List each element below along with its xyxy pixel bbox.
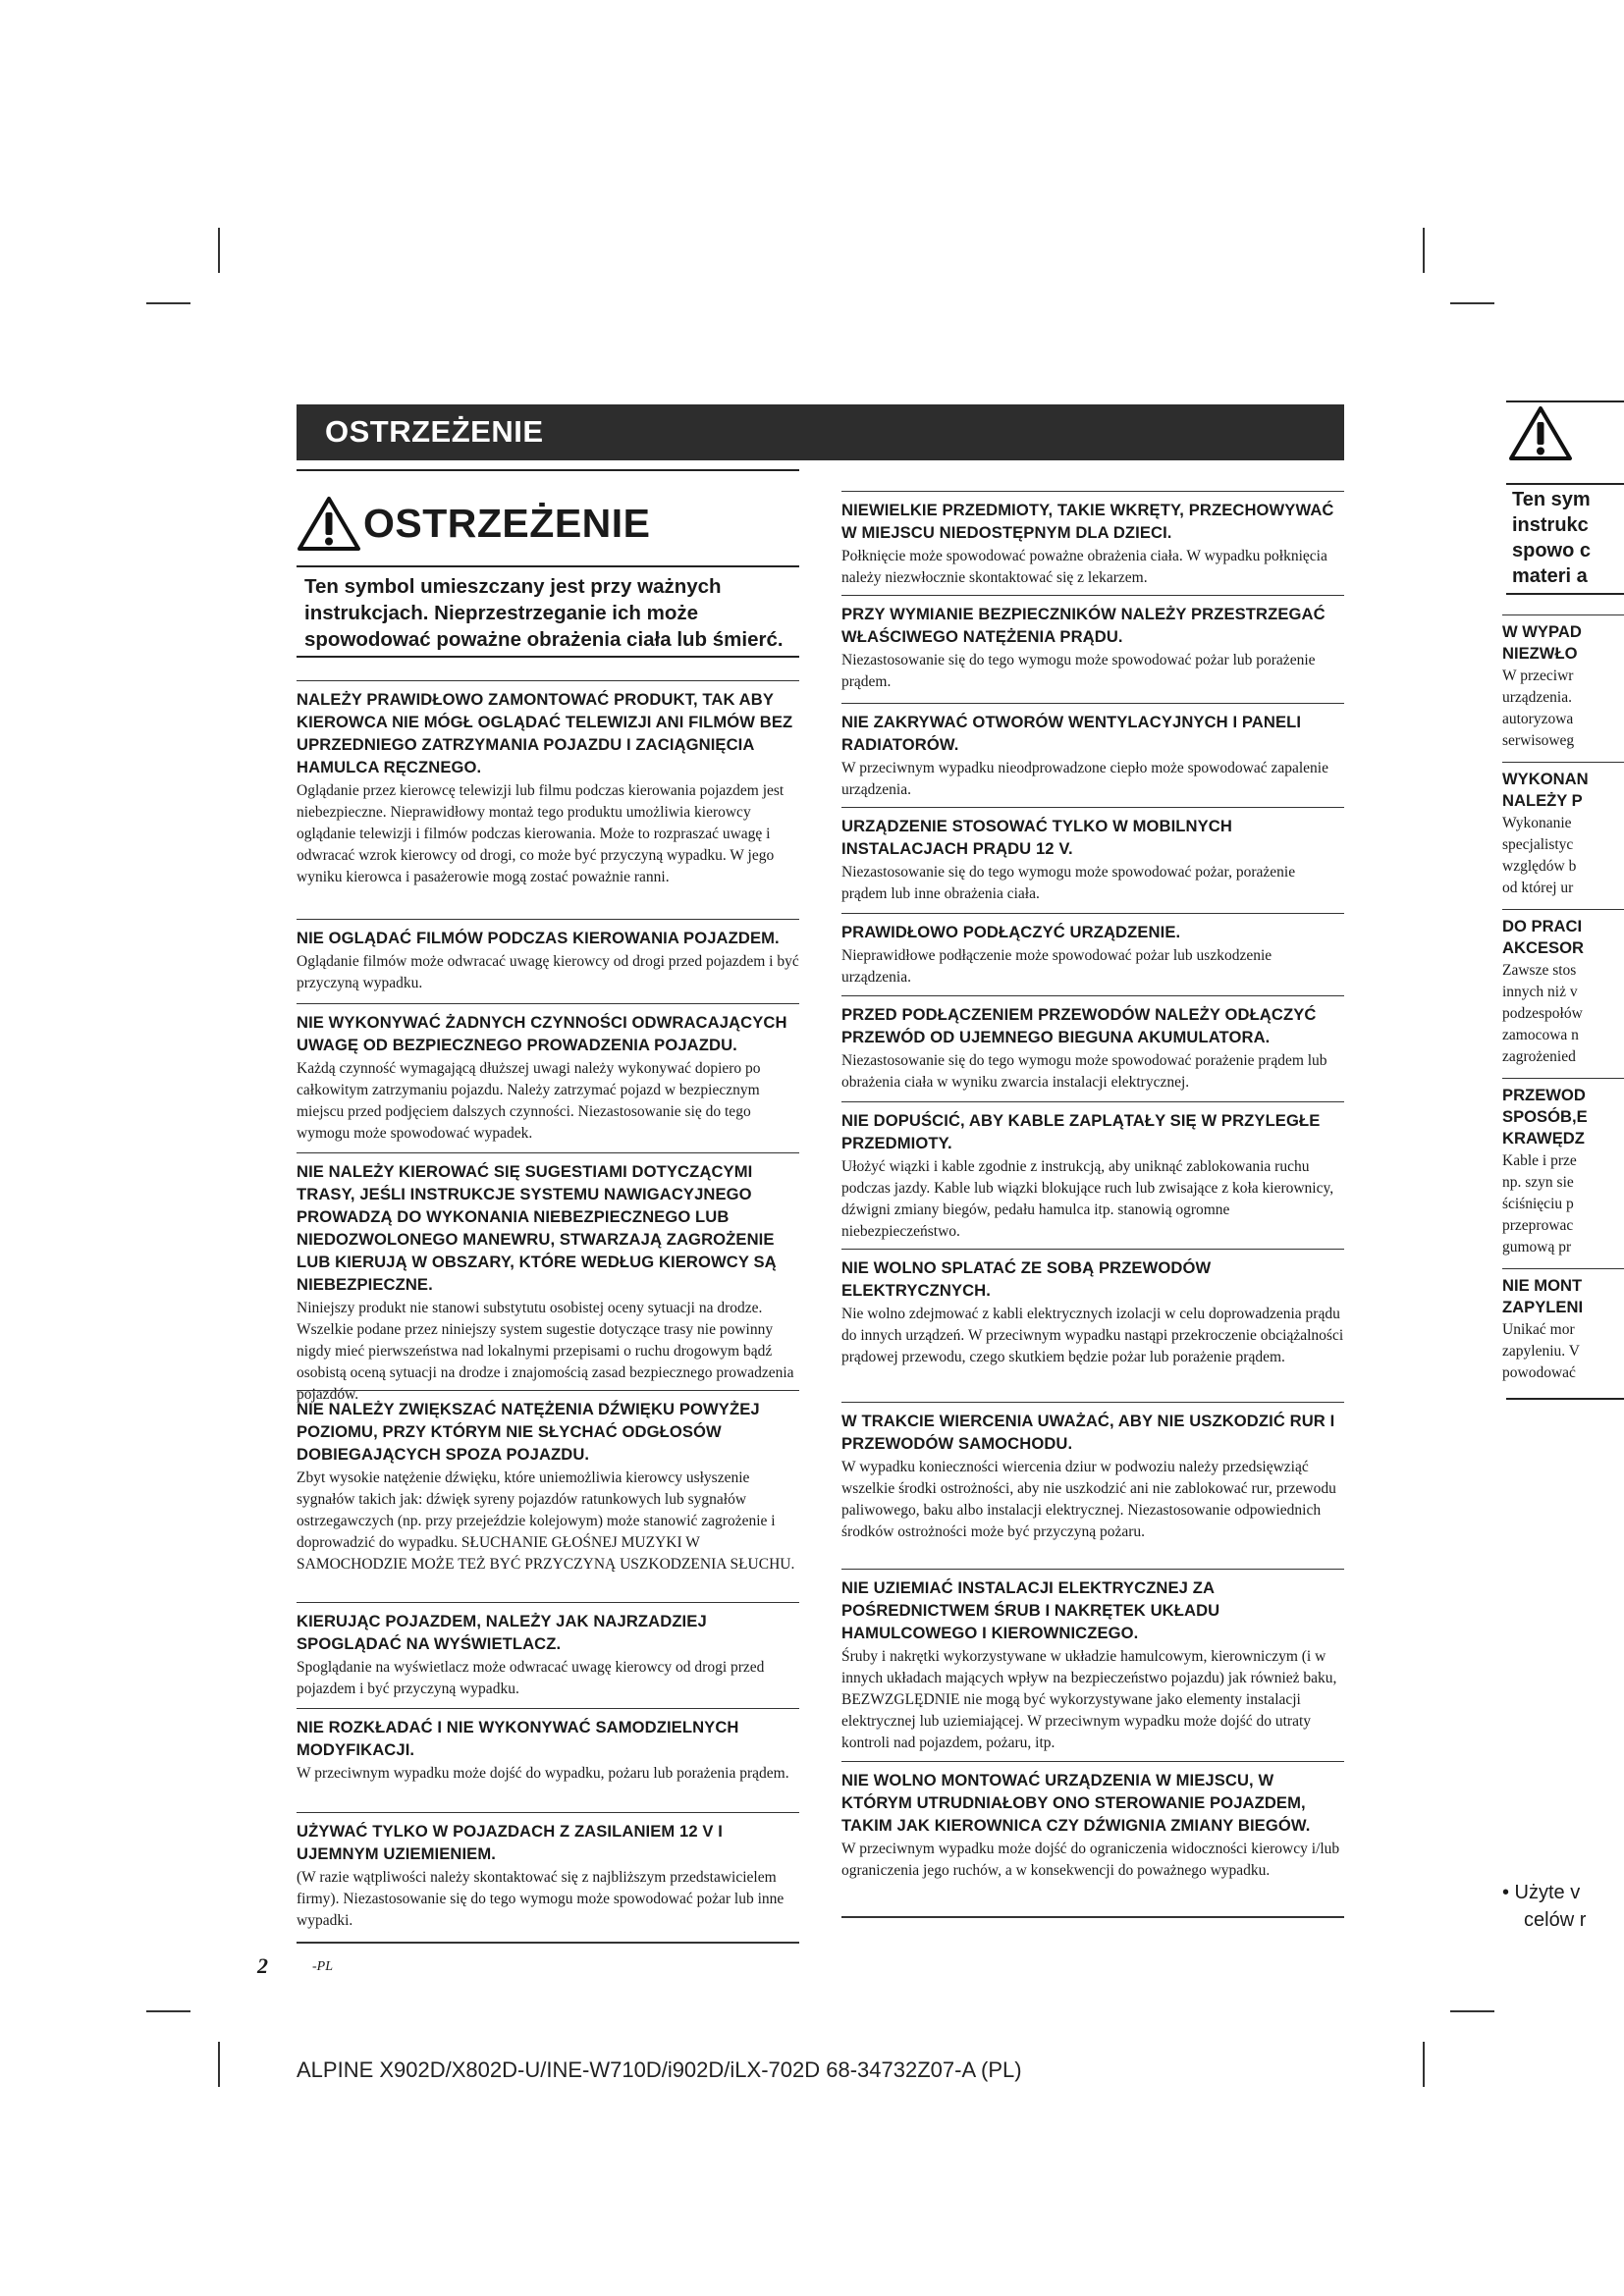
- bleed-body: względów b: [1502, 858, 1577, 875]
- bleed-separator: [1506, 483, 1624, 485]
- bleed-body: Unikać mor: [1502, 1321, 1575, 1338]
- bleed-title: W WYPAD: [1502, 622, 1582, 641]
- crop-mark-br-h: [1450, 2010, 1494, 2012]
- bleed-body: Kable i prze: [1502, 1152, 1577, 1169]
- item-body: Śruby i nakrętki wykorzystywane w układzie hamulcowym, kierowniczym (i w innych układach mających wpływ na bezpieczeństwo pojazdu) jak również baku, BEZWZGLĘDNIE nie mogą być wykorzystywane jako elementy instalacji elektrycznej lub uziemiającej. W przeciwnym wypadku może dojść do utraty kontroli nad pojazdem, pożaru, itp.: [841, 1648, 1337, 1751]
- warning-box-top-rule: [297, 469, 799, 471]
- bleed-title: WYKONAN: [1502, 770, 1589, 788]
- warning-item: [297, 1003, 799, 1145]
- item-title: NIE OGLĄDAĆ FILMÓW PODCZAS KIEROWANIA POJAZDEM.: [297, 929, 780, 947]
- warning-item: [841, 703, 1344, 801]
- warning-item: [297, 1708, 799, 1785]
- item-rule: [841, 1402, 1344, 1403]
- item-title: W TRAKCIE WIERCENIA UWAŻAĆ, ABY NIE USZKODZIĆ RUR I PRZEWODÓW SAMOCHODU.: [841, 1412, 1335, 1453]
- item-rule: [841, 491, 1344, 492]
- bleed-title: SPOSÓB,E: [1502, 1107, 1588, 1126]
- item-rule: [297, 680, 799, 681]
- bleed-rule: [1502, 614, 1624, 615]
- warning-item: [297, 1602, 799, 1700]
- item-rule: [841, 1569, 1344, 1570]
- item-rule: [297, 1602, 799, 1603]
- bleed-title: NIEZWŁO: [1502, 644, 1578, 663]
- item-rule: [841, 807, 1344, 808]
- item-title: NALEŻY PRAWIDŁOWO ZAMONTOWAĆ PRODUKT, TAK ABY KIEROWCA NIE MÓGŁ OGLĄDAĆ TELEWIZJI ANI FILMÓW BEZ UPRZEDNIEGO ZATRZYMANIA POJAZDU I ZACIĄGNIĘCIA HAMULCA RĘCZNEGO.: [297, 690, 793, 776]
- item-title: NIE WOLNO MONTOWAĆ URZĄDZENIA W MIEJSCU, W KTÓRYM UTRUDNIAŁOBY ONO STEROWANIE POJAZDEM, TAKIM JAK KIEROWNICA CZY DŹWIGNIA ZMIANY BIEGÓW.: [841, 1771, 1311, 1835]
- bleed-box-line: materi a: [1512, 565, 1588, 587]
- bleed-title: PRZEWOD: [1502, 1086, 1586, 1104]
- bleed-top-rule: [1506, 400, 1624, 402]
- item-body: (W razie wątpliwości należy skontaktować się z najbliższym przedstawicielem firmy). Niezastosowanie się do tego wymogu może spowodować pożar lub inne wypadki.: [297, 1869, 785, 1929]
- item-rule: [297, 1708, 799, 1709]
- warning-box-bottom-rule: [297, 656, 799, 658]
- section-banner: [297, 404, 1344, 460]
- bleed-rule: [1502, 909, 1624, 910]
- bleed-body: ściśnięciu p: [1502, 1196, 1574, 1212]
- item-rule: [297, 1390, 799, 1391]
- crop-mark-bl-h: [146, 2010, 190, 2012]
- bleed-box-line: instrukc: [1512, 514, 1589, 536]
- item-body: W wypadku konieczności wiercenia dziur w podwoziu należy przedsięwziąć wszelkie środki ostrożności, aby nie uszkodzić ani nie zablokować rur, przewodu paliwowego, baku albo instalacji elektrycznej. Niezastosowanie odpowiednich środków ostrożności może być przyczyną pożaru.: [841, 1459, 1336, 1540]
- item-rule: [841, 595, 1344, 596]
- bleed-rule: [1502, 1078, 1624, 1079]
- item-rule: [841, 1249, 1344, 1250]
- warning-box-heading: OSTRZEŻENIE: [363, 500, 651, 546]
- page-number: 2: [257, 1953, 268, 1978]
- bleed-title: ZAPYLENI: [1502, 1298, 1584, 1316]
- bleed-body: przeprowac: [1502, 1217, 1574, 1234]
- item-body: Połknięcie może spowodować poważne obrażenia ciała. W wypadku połknięcia należy niezwłocznie skontaktować się z lekarzem.: [841, 548, 1327, 586]
- item-body: Każdą czynność wymagającą dłuższej uwagi należy wykonywać dopiero po całkowitym zatrzymaniu pojazdu. Należy zatrzymać pojazd w bezpiecznym miejscu przed podjęciem dalszych czynności. Niezastosowanie się do tego wymogu może spowodować wypadek.: [297, 1060, 761, 1142]
- warning-item: [297, 680, 799, 888]
- bleed-end-rule: [1506, 1398, 1624, 1400]
- item-title: NIEWIELKIE PRZEDMIOTY, TAKIE WKRĘTY, PRZECHOWYWAĆ W MIEJSCU NIEDOSTĘPNYM DLA DZIECI.: [841, 501, 1334, 542]
- item-title: NIE DOPUŚCIĆ, ABY KABLE ZAPLĄTAŁY SIĘ W PRZYLEGŁE PRZEDMIOTY.: [841, 1111, 1321, 1152]
- item-body: Niezastosowanie się do tego wymogu może spowodować pożar lub porażenie prądem.: [841, 652, 1316, 690]
- item-title: NIE NALEŻY KIEROWAĆ SIĘ SUGESTIAMI DOTYCZĄCYMI TRASY, JEŚLI INSTRUKCJE SYSTEMU NAWIGACYJNEGO PROWADZĄ DO WYKONANIA NIEBEZPIECZNEGO LUB NIEDOZWOLONEGO MANEWRU, STWARZAJĄ ZAGROŻENIE LUB KIERUJĄ W OBSZARY, KTÓRE WEDŁUG KIEROWCY SĄ NIEBEZPIECZNE.: [297, 1162, 777, 1294]
- crop-mark-tr-v: [1423, 228, 1425, 273]
- bleed-title: DO PRACI: [1502, 917, 1583, 935]
- bleed-body: od której ur: [1502, 880, 1574, 896]
- warning-item: [841, 913, 1344, 988]
- item-title: NIE UZIEMIAĆ INSTALACJI ELEKTRYCZNEJ ZA POŚREDNICTWEM ŚRUB I NAKRĘTEK UKŁADU HAMULCOWEGO I KIEROWNICZEGO.: [841, 1578, 1220, 1642]
- item-body: W przeciwnym wypadku może dojść do ograniczenia widoczności kierowcy i/lub ograniczenia jego ruchów, a w konsekwencji do poważnego wypadku.: [841, 1841, 1340, 1879]
- bleed-body: gumową pr: [1502, 1239, 1572, 1255]
- bleed-box-line: Ten sym: [1512, 489, 1591, 510]
- warning-item: [297, 1152, 799, 1406]
- bleed-title: KRAWĘDZ: [1502, 1129, 1585, 1148]
- bleed-title: AKCESOR: [1502, 938, 1584, 957]
- item-body: Nie wolno zdejmować z kabli elektrycznych izolacji w celu doprowadzenia prądu do innych urządzeń. W przeciwnym wypadku nastąpi przekroczenie obciążalności prądowej przewodu, czego skutkiem będzie pożar lub porażenie prądem.: [841, 1306, 1344, 1365]
- crop-mark-tl-v: [218, 228, 220, 273]
- bleed-bullet: • Użyte v: [1502, 1882, 1581, 1903]
- item-rule: [841, 913, 1344, 914]
- warning-triangle-icon: [297, 495, 361, 552]
- bleed-body: zapyleniu. V: [1502, 1343, 1580, 1360]
- warning-item: [841, 1402, 1344, 1543]
- bleed-box-line: spowo c: [1512, 540, 1592, 561]
- bleed-bottom-rule: [1506, 593, 1624, 595]
- item-body: Niezastosowanie się do tego wymogu może spowodować porażenie prądem lub obrażenia ciała w wyniku zwarcia instalacji elektrycznej.: [841, 1052, 1327, 1091]
- item-title: PRZED PODŁĄCZENIEM PRZEWODÓW NALEŻY ODŁĄCZYĆ PRZEWÓD OD UJEMNEGO BIEGUNA AKUMULATORA.: [841, 1005, 1317, 1046]
- bleed-body: Wykonanie: [1502, 815, 1572, 831]
- page-language-suffix: -PL: [312, 1959, 333, 1974]
- bleed-body: innych niż v: [1502, 984, 1578, 1000]
- column-end-rule: [841, 1916, 1344, 1918]
- warning-item: [841, 491, 1344, 589]
- item-title: NIE ZAKRYWAĆ OTWORÓW WENTYLACYJNYCH I PANELI RADIATORÓW.: [841, 713, 1302, 754]
- item-body: Ułożyć wiązki i kable zgodnie z instrukcją, aby uniknąć zablokowania ruchu podczas jazdy. Kable lub wiązki blokujące ruch lub zwisające z koła kierownicy, dźwigni zmiany biegów, pedału hamulca itp. stanowią ogromne niebezpieczeństwo.: [841, 1158, 1334, 1240]
- item-title: PRAWIDŁOWO PODŁĄCZYĆ URZĄDZENIE.: [841, 923, 1181, 941]
- warning-item: [841, 1249, 1344, 1368]
- item-title: NIE WYKONYWAĆ ŻADNYCH CZYNNOŚCI ODWRACAJĄCYCH UWAGĘ OD BEZPIECZNEGO PROWADZENIA POJAZDU.: [297, 1013, 787, 1054]
- item-title: NIE ROZKŁADAĆ I NIE WYKONYWAĆ SAMODZIELNYCH MODYFIKACJI.: [297, 1718, 739, 1759]
- warning-box: [297, 469, 799, 658]
- item-body: Nieprawidłowe podłączenie może spowodować pożar lub uszkodzenie urządzenia.: [841, 947, 1272, 986]
- bleed-body: powodować: [1502, 1364, 1576, 1381]
- item-title: KIERUJĄC POJAZDEM, NALEŻY JAK NAJRZADZIEJ SPOGLĄDAĆ NA WYŚWIETLACZ.: [297, 1612, 707, 1653]
- item-rule: [297, 1812, 799, 1813]
- item-title: PRZY WYMIANIE BEZPIECZNIKÓW NALEŻY PRZESTRZEGAĆ WŁAŚCIWEGO NATĘŻENIA PRĄDU.: [841, 605, 1326, 646]
- warning-item: [841, 595, 1344, 693]
- warning-box-description: Ten symbol umieszczany jest przy ważnych instrukcjach. Nieprzestrzeganie ich może spowodować poważne obrażenia ciała lub śmierć.: [304, 575, 784, 651]
- banner-title: OSTRZEŻENIE: [325, 414, 544, 449]
- item-rule: [841, 1101, 1344, 1102]
- crop-mark-tr-h: [1450, 302, 1494, 304]
- bleed-body: podzespołów: [1502, 1005, 1583, 1022]
- item-rule: [297, 1003, 799, 1004]
- item-title: URZĄDZENIE STOSOWAĆ TYLKO W MOBILNYCH INSTALACJACH PRĄDU 12 V.: [841, 817, 1232, 858]
- bleed-body: autoryzowa: [1502, 711, 1574, 727]
- item-rule: [841, 1761, 1344, 1762]
- item-title: NIE WOLNO SPLATAĆ ZE SOBĄ PRZEWODÓW ELEKTRYCZNYCH.: [841, 1258, 1212, 1300]
- item-rule: [841, 703, 1344, 704]
- item-body: Zbyt wysokie natężenie dźwięku, które uniemożliwia kierowcy usłyszenie sygnałów takich jak: dźwięk syreny pojazdów ratunkowych lub sygnałów ostrzegawczych (np. przy przejeździe kolejowym) może stanowić zagrożenie i doprowadzić do wypadku. SŁUCHANIE GŁOŚNEJ MUZYKI W SAMOCHODZIE MOŻE TEŻ BYĆ PRZYCZYNĄ USZKODZENIA SŁUCHU.: [297, 1469, 795, 1573]
- item-title: UŻYWAĆ TYLKO W POJAZDACH Z ZASILANIEM 12 V I UJEMNYM UZIEMIENIEM.: [297, 1822, 724, 1863]
- bleed-body: np. szyn sie: [1502, 1174, 1574, 1191]
- bleed-body: Zawsze stos: [1502, 962, 1577, 979]
- item-title: NIE NALEŻY ZWIĘKSZAĆ NATĘŻENIA DŹWIĘKU POWYŻEJ POZIOMU, PRZY KTÓRYM NIE SŁYCHAĆ ODGŁOSÓW DOBIEGAJĄCYCH SPOZA POJAZDU.: [297, 1400, 760, 1464]
- bleed-body: zamocowa n: [1502, 1027, 1579, 1043]
- item-rule: [841, 995, 1344, 996]
- column-end-rule: [297, 1942, 799, 1944]
- bleed-title: NALEŻY P: [1502, 791, 1583, 810]
- warning-item: [841, 807, 1344, 905]
- crop-mark-br-v: [1423, 2042, 1425, 2087]
- warning-item: [841, 1761, 1344, 1882]
- warning-box-separator: [297, 565, 799, 567]
- bleed-rule: [1502, 762, 1624, 763]
- bleed-body: serwisoweg: [1502, 732, 1575, 749]
- warning-item: [841, 1101, 1344, 1243]
- warning-triangle-icon: [1508, 404, 1573, 461]
- warning-item: [297, 919, 799, 994]
- warning-item: [297, 1812, 799, 1932]
- next-page-bleed: [1502, 0, 1624, 2296]
- warning-item: [297, 1390, 799, 1575]
- item-body: W przeciwnym wypadku nieodprowadzone ciepło może spowodować zapalenie urządzenia.: [841, 760, 1328, 798]
- item-rule: [297, 1152, 799, 1153]
- bleed-bullet: celów r: [1524, 1909, 1587, 1931]
- crop-mark-tl-h: [146, 302, 190, 304]
- bleed-body: zagrożenied: [1502, 1048, 1576, 1065]
- item-body: Niniejszy produkt nie stanowi substytutu osobistej oceny sytuacji na drodze. Wszelkie podane przez niniejszy system sugestie dotyczące trasy nie powinny nigdy mieć pierwszeństwa nad lokalnymi przepisami o ruchu drogowym bądź osobistą oceną sytuacji na drodze i znajomością zasad bezpiecznego prowadzenia pojazdów.: [297, 1300, 794, 1403]
- item-body: Niezastosowanie się do tego wymogu może spowodować pożar, porażenie prądem lub inne obrażenia ciała.: [841, 864, 1296, 902]
- bleed-body: W przeciwr: [1502, 667, 1574, 684]
- bleed-rule: [1502, 1268, 1624, 1269]
- warning-box-header: [297, 495, 651, 552]
- bleed-body: specjalistyc: [1502, 836, 1574, 853]
- item-body: Oglądanie filmów może odwracać uwagę kierowcy od drogi przed pojazdem i być przyczyną wypadku.: [297, 953, 799, 991]
- warning-item: [841, 1569, 1344, 1754]
- crop-mark-bl-v: [218, 2042, 220, 2087]
- bleed-title: NIE MONT: [1502, 1276, 1583, 1295]
- item-body: Spoglądanie na wyświetlacz może odwracać uwagę kierowcy od drogi przed pojazdem i być przyczyną wypadku.: [297, 1659, 765, 1697]
- item-rule: [297, 919, 799, 920]
- item-body: W przeciwnym wypadku może dojść do wypadku, pożaru lub porażenia prądem.: [297, 1765, 789, 1782]
- bleed-body: urządzenia.: [1502, 689, 1572, 706]
- warning-item: [841, 995, 1344, 1094]
- footer-doc-id: ALPINE X902D/X802D-U/INE-W710D/i902D/iLX-702D 68-34732Z07-A (PL): [297, 2057, 1022, 2082]
- item-body: Oglądanie przez kierowcę telewizji lub filmu podczas kierowania pojazdem jest niebezpieczne. Nieprawidłowy montaż tego produktu umożliwia kierowcy oglądanie telewizji i filmów podczas kierowania. Może to rozpraszać uwagę i odwracać wzrok kierowcy od drogi, co może być przyczyną wypadku. W jego wyniku kierowca i pasażerowie mogą zostać poważnie ranni.: [297, 782, 785, 885]
